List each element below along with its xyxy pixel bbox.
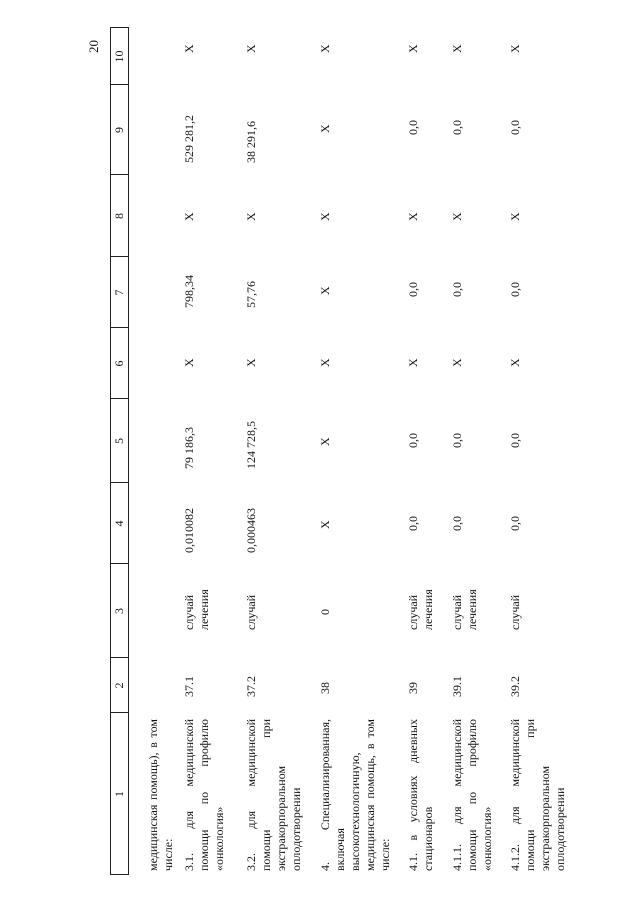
value-cell: 0,0 <box>508 282 522 297</box>
value-cell: 0,0 <box>508 120 522 135</box>
value-cell: Х <box>318 437 332 446</box>
value-cell: 79 186,3 <box>182 427 196 469</box>
value-cell: 0,010082 <box>182 508 196 553</box>
value-cell: 0,0 <box>450 516 464 531</box>
row-name: 4.1.1. для медицинской помощи по профилю «онкология» <box>450 719 494 871</box>
header-bottom-rule <box>128 27 129 875</box>
value-cell: Х <box>182 212 196 221</box>
col-header: 3 <box>112 608 126 614</box>
value-cell: 38 291,6 <box>244 121 258 163</box>
value-cell: Х <box>508 358 522 367</box>
header-top-rule <box>110 27 111 875</box>
value-cell: 57,76 <box>244 281 258 308</box>
col-header: 6 <box>112 360 126 367</box>
row-code: 37.1 <box>182 676 196 697</box>
unit-cell: случай <box>508 594 522 630</box>
unit-cell: случай лечения <box>450 589 479 630</box>
value-cell: Х <box>244 358 258 367</box>
value-cell: 0,0 <box>406 516 420 531</box>
unit-cell: случай лечения <box>406 589 435 630</box>
value-cell: 0,0 <box>450 282 464 297</box>
value-cell: Х <box>182 358 196 367</box>
value-cell: Х <box>508 212 522 221</box>
value-cell: 0,0 <box>450 120 464 135</box>
value-cell: 529 281,2 <box>182 115 196 163</box>
row-code: 39 <box>406 682 420 694</box>
unit-cell: случай лечения <box>182 589 211 630</box>
col-header: 2 <box>112 682 126 689</box>
value-cell: 0,0 <box>406 433 420 448</box>
value-cell: Х <box>406 212 420 221</box>
unit-cell: 0 <box>318 609 332 615</box>
page-number: 20 <box>86 40 101 53</box>
col-header: 9 <box>112 127 126 133</box>
value-cell: Х <box>318 44 332 53</box>
col-header: 4 <box>112 520 126 527</box>
value-cell: Х <box>182 44 196 53</box>
row-name: 4.1.2. для медицинской помощи при экстракорпоральном оплодотворении <box>508 719 567 871</box>
unit-cell: случай <box>244 594 258 630</box>
value-cell: 0,0 <box>406 282 420 297</box>
value-cell: Х <box>450 212 464 221</box>
value-cell: Х <box>508 44 522 53</box>
row-name: 4.1. в условиях дневных стационаров <box>406 719 435 871</box>
value-cell: Х <box>318 358 332 367</box>
row-name: 3.1. для медицинской помощи по профилю «онкология» <box>182 719 226 871</box>
value-cell: Х <box>318 212 332 221</box>
value-cell: Х <box>318 124 332 133</box>
value-cell: Х <box>244 212 258 221</box>
value-cell: 798,34 <box>182 275 196 308</box>
value-cell: Х <box>406 44 420 53</box>
value-cell: Х <box>450 44 464 53</box>
col-header: 10 <box>112 50 126 63</box>
col-header: 5 <box>112 438 126 444</box>
row-name: медицинская помощь), в том числе: <box>146 719 175 871</box>
value-cell: Х <box>318 520 332 529</box>
col-header: 1 <box>112 791 126 797</box>
value-cell: 0,0 <box>508 516 522 531</box>
value-cell: 0,0 <box>406 120 420 135</box>
value-cell: Х <box>244 44 258 53</box>
value-cell: Х <box>450 358 464 367</box>
value-cell: 124 728,5 <box>244 421 258 469</box>
row-code: 37.2 <box>244 676 258 697</box>
value-cell: Х <box>406 358 420 367</box>
row-name: 4. Специализированная, включая высокотехнологичную, медицинская помощь, в том числе: <box>318 719 392 871</box>
value-cell: 0,000463 <box>244 508 258 553</box>
value-cell: Х <box>318 286 332 295</box>
col-header: 7 <box>112 289 126 296</box>
row-code: 39.1 <box>450 676 464 697</box>
value-cell: 0,0 <box>508 433 522 448</box>
col-header: 8 <box>112 213 126 219</box>
value-cell: 0,0 <box>450 433 464 448</box>
row-code: 38 <box>318 682 332 694</box>
row-name: 3.2. для медицинской помощи при экстракорпоральном оплодотворении <box>244 719 303 871</box>
row-code: 39.2 <box>508 676 522 697</box>
